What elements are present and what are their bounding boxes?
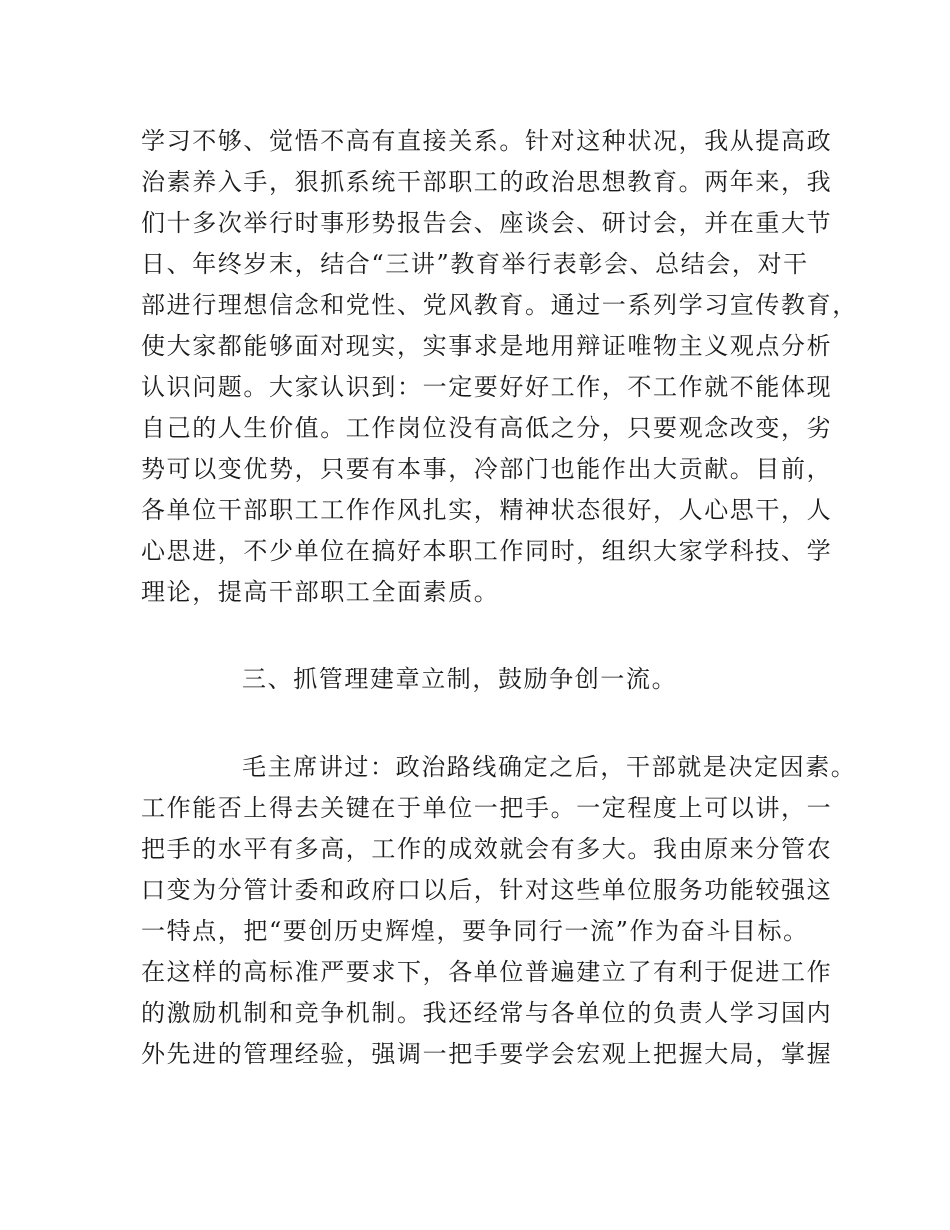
paragraph-1-line-6: 使大家都能够面对现实，实事求是地用辩证唯物主义观点分析 [141,332,833,360]
paragraph-2-line-4: 口变为分管计委和政府口以后，针对这些单位服务功能较强这 [141,876,833,904]
section-heading: 三、抓管理建章立制，鼓励争创一流。 [242,665,678,693]
paragraph-2-line-1: 毛主席讲过：政治路线确定之后，干部就是决定因素。 [242,753,857,781]
paragraph-1-line-7: 认识问题。大家认识到：一定要好好工作，不工作就不能体现 [141,373,833,401]
paragraph-2-line-2: 工作能否上得去关键在于单位一把手。一定程度上可以讲，一 [141,794,833,822]
paragraph-2-line-7: 的激励机制和竞争机制。我还经常与各单位的负责人学习国内 [141,999,833,1027]
paragraph-1-line-8: 自己的人生价值。工作岗位没有高低之分，只要观念改变，劣 [141,414,833,442]
paragraph-1-line-5: 部进行理想信念和党性、党风教育。通过一系列学习宣传教育， [141,291,858,319]
paragraph-1-line-9: 势可以变优势，只要有本事，冷部门也能作出大贡献。目前， [141,455,833,483]
paragraph-1-line-2: 治素养入手，狠抓系统干部职工的政治思想教育。两年来，我 [141,168,833,196]
paragraph-1-line-3: 们十多次举行时事形势报告会、座谈会、研讨会，并在重大节 [141,209,833,237]
paragraph-1-line-12: 理论，提高干部职工全面素质。 [141,578,500,606]
paragraph-1-line-11: 心思进，不少单位在搞好本职工作同时，组织大家学科技、学 [141,537,833,565]
paragraph-1-line-1: 学习不够、觉悟不高有直接关系。针对这种状况，我从提高政 [141,127,833,155]
paragraph-2-line-5: 一特点，把“要创历史辉煌，要争同行一流”作为奋斗目标。 [141,917,809,945]
paragraph-1-line-10: 各单位干部职工工作作风扎实，精神状态很好，人心思干，人 [141,496,833,524]
paragraph-2-line-8: 外先进的管理经验，强调一把手要学会宏观上把握大局，掌握 [141,1040,833,1068]
paragraph-1-line-4: 日、年终岁末，结合“三讲”教育举行表彰会、总结会，对干 [141,250,809,278]
paragraph-2-line-3: 把手的水平有多高，工作的成效就会有多大。我由原来分管农 [141,835,833,863]
paragraph-2-line-6: 在这样的高标准严要求下，各单位普遍建立了有利于促进工作 [141,958,833,986]
